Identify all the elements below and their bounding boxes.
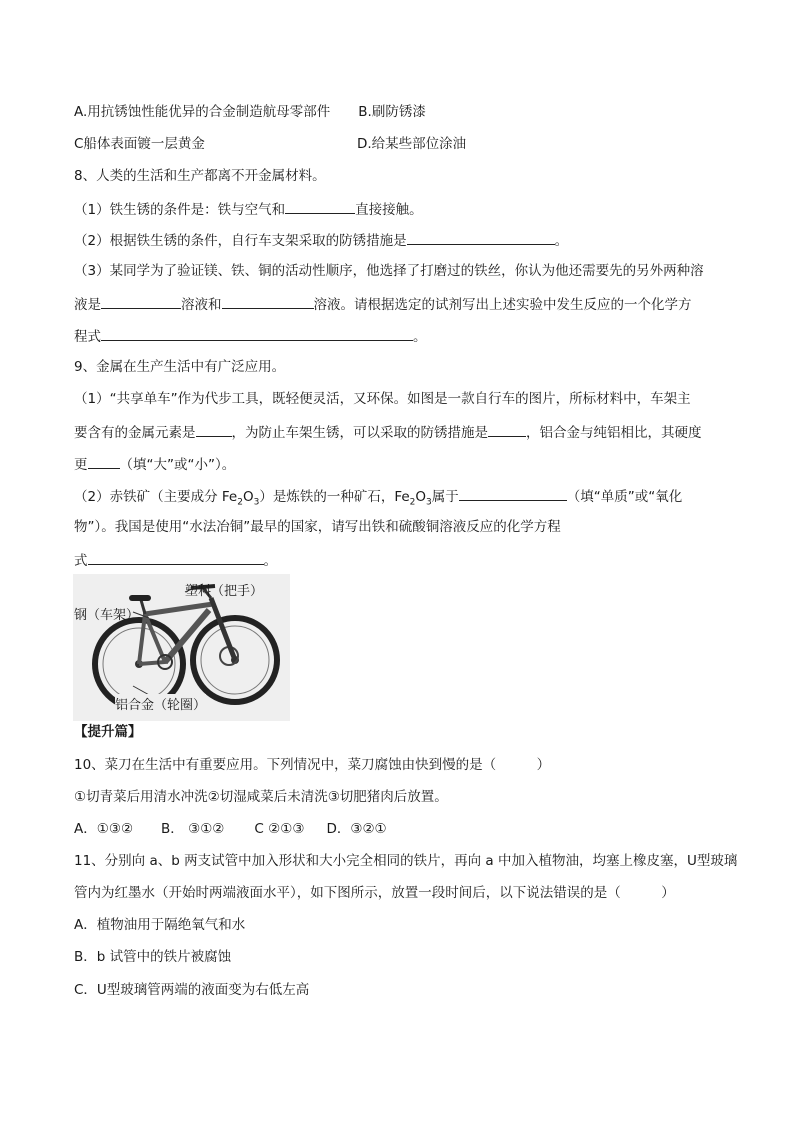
q9-part2-text: （填“单质”或“氧化 bbox=[566, 489, 683, 505]
q11-option-b: B．b 试管中的铁片被腐蚀 bbox=[74, 949, 232, 965]
q8-part3-text: 液是 bbox=[74, 297, 101, 313]
q9-part2-text: 式 bbox=[74, 553, 88, 569]
q9-part2-line2: 物”）。我国是使用“水法冶铜”最早的国家，请写出铁和硫酸铜溶液反应的化学方程 bbox=[74, 519, 561, 535]
q9-stem: 9、金属在生产生活中有广泛应用。 bbox=[74, 359, 286, 375]
answer-blank[interactable] bbox=[88, 549, 264, 565]
subscript: 2 bbox=[409, 497, 416, 508]
q8-part3-line3 bbox=[74, 325, 427, 347]
q9-part1-text: 要含有的金属元素是 bbox=[74, 425, 196, 441]
answer-blank[interactable] bbox=[407, 229, 555, 245]
subscript: 3 bbox=[426, 497, 432, 508]
q9-part1-line2 bbox=[74, 421, 702, 443]
q9-part1-line1: （1）“共享单车”作为代步工具，既轻便灵活，又环保。如图是一款自行车的图片，所标材料中，车架主 bbox=[74, 391, 691, 407]
section-title: 【提升篇】 bbox=[74, 724, 142, 740]
answer-blank[interactable] bbox=[488, 421, 526, 437]
q9-part1-text: 更 bbox=[74, 457, 88, 473]
q9-part2-text: ）是炼铁的一种矿石，Fe bbox=[259, 489, 410, 505]
q7-option-c: C船体表面镀一层黄金 bbox=[74, 136, 205, 152]
q7-option-b: B.刷防锈漆 bbox=[358, 104, 426, 120]
q8-part3-text-end: 。 bbox=[413, 329, 427, 345]
q8-part1 bbox=[74, 198, 423, 220]
seat-post bbox=[141, 600, 145, 614]
q8-part3-text: 程式 bbox=[74, 329, 101, 345]
q10-option-d: D．③②① bbox=[326, 821, 387, 837]
q11-option-a: A．植物油用于隔绝氧气和水 bbox=[74, 917, 246, 933]
q9-part2-line3 bbox=[74, 549, 277, 571]
q10-option-b: B． ③①② bbox=[161, 821, 225, 837]
q8-part2-text-end: 。 bbox=[554, 233, 569, 249]
q10-stem: 10、菜刀在生活中有重要应用。下列情况中，菜刀腐蚀由快到慢的是（ ） bbox=[74, 757, 551, 773]
q11-option-c: C．U型玻璃管两端的液面变为右低左高 bbox=[74, 982, 310, 998]
label-plastic: 塑料（把手） bbox=[185, 584, 264, 599]
q9-part1-text: （填“大”或“小”）。 bbox=[119, 457, 236, 473]
answer-blank[interactable] bbox=[88, 453, 120, 469]
q7-option-d: D.给某些部位涂油 bbox=[356, 136, 467, 152]
q7-options-row2 bbox=[74, 134, 466, 154]
answer-blank[interactable] bbox=[101, 293, 181, 309]
subscript: 2 bbox=[237, 497, 243, 508]
saddle bbox=[129, 595, 151, 601]
q9-part2-text-end: 。 bbox=[263, 553, 277, 569]
q11-line2: 管内为红墨水（开始时两端液面水平），如下图所示，放置一段时间后，以下说法错误的是（ ） bbox=[74, 885, 675, 901]
q8-part3-line1: （3）某同学为了验证镁、铁、铜的活动性顺序，他选择了打磨过的铁丝，你认为他还需要先的另外两种溶 bbox=[74, 263, 704, 279]
answer-blank[interactable] bbox=[196, 421, 232, 437]
answer-blank[interactable] bbox=[459, 485, 567, 501]
subscript: 3 bbox=[253, 497, 260, 508]
q7-option-a: A.用抗锈蚀性能优异的合金制造航母零部件 bbox=[74, 104, 331, 120]
q10-option-c: C ②①③ bbox=[254, 821, 305, 837]
q11-line1: 11、分别向 a、b 两支试管中加入形状和大小完全相同的铁片，再向 a 中加入植物油，均塞上橡皮塞，U型玻璃 bbox=[74, 853, 738, 869]
answer-blank[interactable] bbox=[285, 198, 355, 214]
q9-part1-text: ，为防止车架生锈，可以采取的防锈措施是 bbox=[231, 425, 488, 441]
q8-part2-text: （2）根据铁生锈的条件，自行车支架采取的防锈措施是 bbox=[74, 233, 407, 249]
bicycle-figure bbox=[73, 574, 290, 721]
q8-part3-line2 bbox=[74, 293, 692, 315]
q9-part2-text: 属于 bbox=[431, 489, 459, 505]
q9-part2-line1 bbox=[74, 485, 682, 513]
q8-part1-text-end: 直接接触。 bbox=[355, 202, 423, 218]
answer-blank[interactable] bbox=[101, 325, 413, 341]
q9-part1-line3 bbox=[74, 453, 235, 475]
q9-part2-text: （2）赤铁矿（主要成分 Fe bbox=[74, 489, 238, 505]
q10-option-a: A．①③② bbox=[74, 821, 134, 837]
q9-part1-text: ，铝合金与纯铝相比，其硬度 bbox=[526, 425, 702, 441]
q9-part2-text: O bbox=[242, 489, 254, 505]
q9-part2-text: O bbox=[415, 489, 427, 505]
q8-part1-text: （1）铁生锈的条件是：铁与空气和 bbox=[74, 202, 286, 218]
frame-top-tube bbox=[145, 604, 213, 614]
q8-part3-text: 溶液。请根据选定的试剂写出上述实验中发生反应的一个化学方 bbox=[313, 297, 692, 313]
q10-conditions: ①切青菜后用清水冲洗②切湿咸菜后未清洗③切肥猪肉后放置。 bbox=[74, 789, 448, 805]
answer-blank[interactable] bbox=[222, 293, 314, 309]
q8-part3-text: 溶液和 bbox=[181, 297, 222, 313]
q7-options-row1 bbox=[74, 102, 426, 122]
q10-options bbox=[74, 819, 387, 839]
label-alloy: 铝合金（轮圈） bbox=[115, 694, 206, 713]
q8-stem: 8、人类的生活和生产都离不开金属材料。 bbox=[74, 168, 326, 184]
q8-part2 bbox=[74, 229, 568, 251]
label-steel: 钢（车架） bbox=[74, 608, 140, 623]
